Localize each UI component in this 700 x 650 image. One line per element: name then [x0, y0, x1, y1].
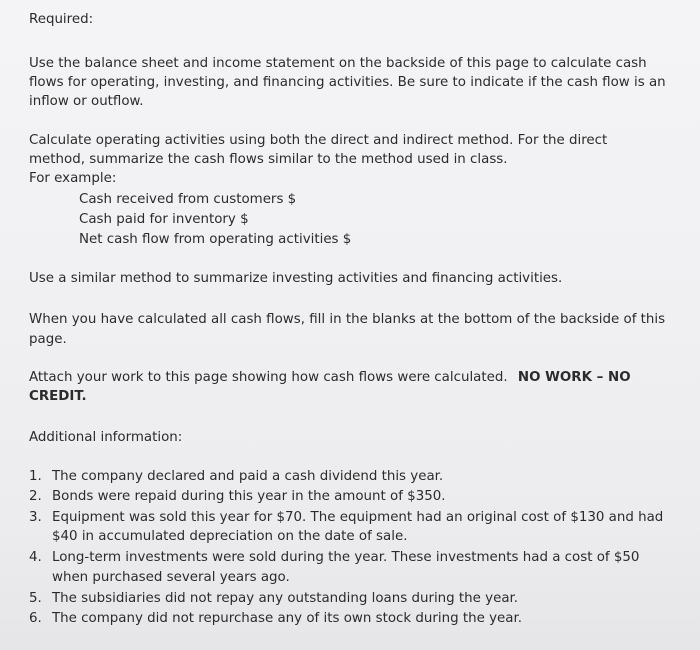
list-item: Long-term investments were sold during the year. These investments had a cost of $50 — [52, 550, 640, 565]
list-item: The company declared and paid a cash dividend this year. — [52, 469, 444, 484]
item-number: 4. — [29, 550, 42, 565]
item-number: 3. — [29, 510, 42, 525]
list-item: The company did not repurchase any of its own stock during the year. — [52, 611, 522, 626]
required-heading: Required: — [29, 12, 94, 27]
para5-line1 — [29, 368, 631, 387]
item-number: 6. — [29, 611, 42, 626]
example-line-3: Net cash flow from operating activities $ — [79, 232, 352, 247]
list-item-continued: when purchased several years ago. — [52, 570, 290, 585]
para2-line1: Calculate operating activities using both the direct and indirect method. For the direct — [29, 133, 608, 148]
para1-line3: inflow or outflow. — [29, 94, 144, 109]
no-work-bold: NO WORK – NO — [517, 370, 631, 385]
item-number: 2. — [29, 489, 42, 504]
example-line-2: Cash paid for inventory $ — [79, 212, 249, 227]
para5-line2: CREDIT. — [29, 389, 87, 404]
list-item: Bonds were repaid during this year in the amount of $350. — [52, 489, 446, 504]
para2-line3: For example: — [29, 171, 117, 186]
list-item: The subsidiaries did not repay any outstanding loans during the year. — [52, 591, 519, 606]
para3: Use a similar method to summarize investing activities and financing activities. — [29, 271, 563, 286]
additional-heading: Additional information: — [29, 430, 183, 445]
list-item-continued: $40 in accumulated depreciation on the date of sale. — [52, 529, 408, 544]
para1-line1: Use the balance sheet and income statement on the backside of this page to calculate cash — [29, 56, 647, 71]
para5-text: Attach your work to this page showing how cash flows were calculated. — [29, 370, 508, 385]
para2-line2: method, summarize the cash flows similar to the method used in class. — [29, 152, 508, 167]
para4-line2: page. — [29, 332, 67, 347]
item-number: 1. — [29, 469, 42, 484]
example-line-1: Cash received from customers $ — [79, 192, 297, 207]
para4-line1: When you have calculated all cash flows, fill in the blanks at the bottom of the backside of this — [29, 312, 666, 327]
para1-line2: flows for operating, investing, and financing activities. Be sure to indicate if the cash flow is an — [29, 75, 666, 90]
item-number: 5. — [29, 591, 42, 606]
list-item: Equipment was sold this year for $70. The equipment had an original cost of $130 and had — [52, 510, 664, 525]
